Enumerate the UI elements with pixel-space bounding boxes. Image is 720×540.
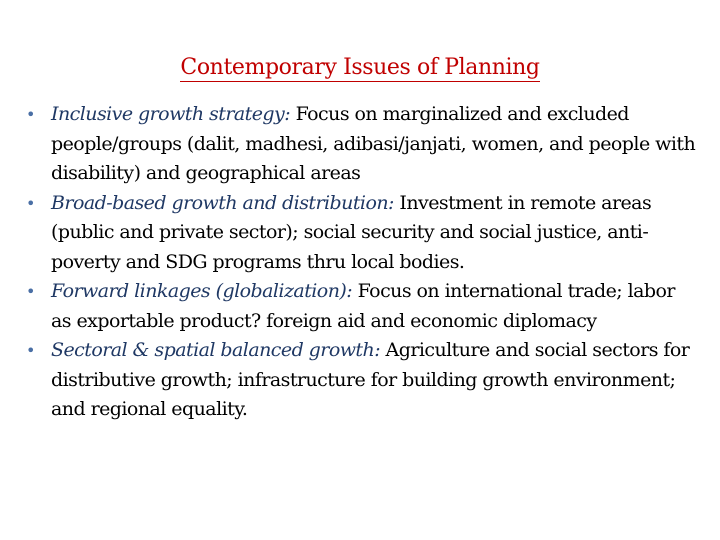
bullet-icon: • — [26, 193, 35, 213]
bullet-lead: Sectoral & spatial balanced growth: — [51, 339, 381, 361]
bullet-icon: • — [26, 341, 35, 360]
bullet-lead: Inclusive growth strategy: — [51, 103, 291, 125]
slide-title — [0, 52, 720, 84]
bullet-text: Investment in remote areas (public and private sector); social security and social justice, anti-poverty and SDG programs thru local bodies. — [51, 191, 652, 273]
bullet-icon: • — [26, 282, 35, 301]
bullet-lead: Forward linkages (globalization): — [51, 280, 353, 302]
bullet-text: Focus on marginalized and excluded people/groups (dalit, madhesi, adibasi/janjati, women, and people with disability) and geographical areas — [51, 103, 696, 184]
bullet-list — [26, 100, 698, 425]
bullet-text: Agriculture and social sectors for distributive growth; infrastructure for building growth environment; and regional equality. — [51, 339, 690, 420]
bullet-item-forward-linkages — [26, 277, 698, 336]
slide-title-text: Contemporary Issues of Planning — [180, 55, 540, 80]
bullet-item-broad-based-growth — [26, 189, 698, 278]
bullet-item-inclusive-growth — [26, 100, 698, 189]
bullet-item-sectoral-spatial-growth — [26, 336, 698, 425]
bullet-lead: Broad-based growth and distribution: — [51, 191, 394, 214]
bullet-text: Focus on international trade; labor as exportable product? foreign aid and economic diplomacy — [51, 280, 675, 332]
bullet-icon: • — [26, 105, 35, 124]
